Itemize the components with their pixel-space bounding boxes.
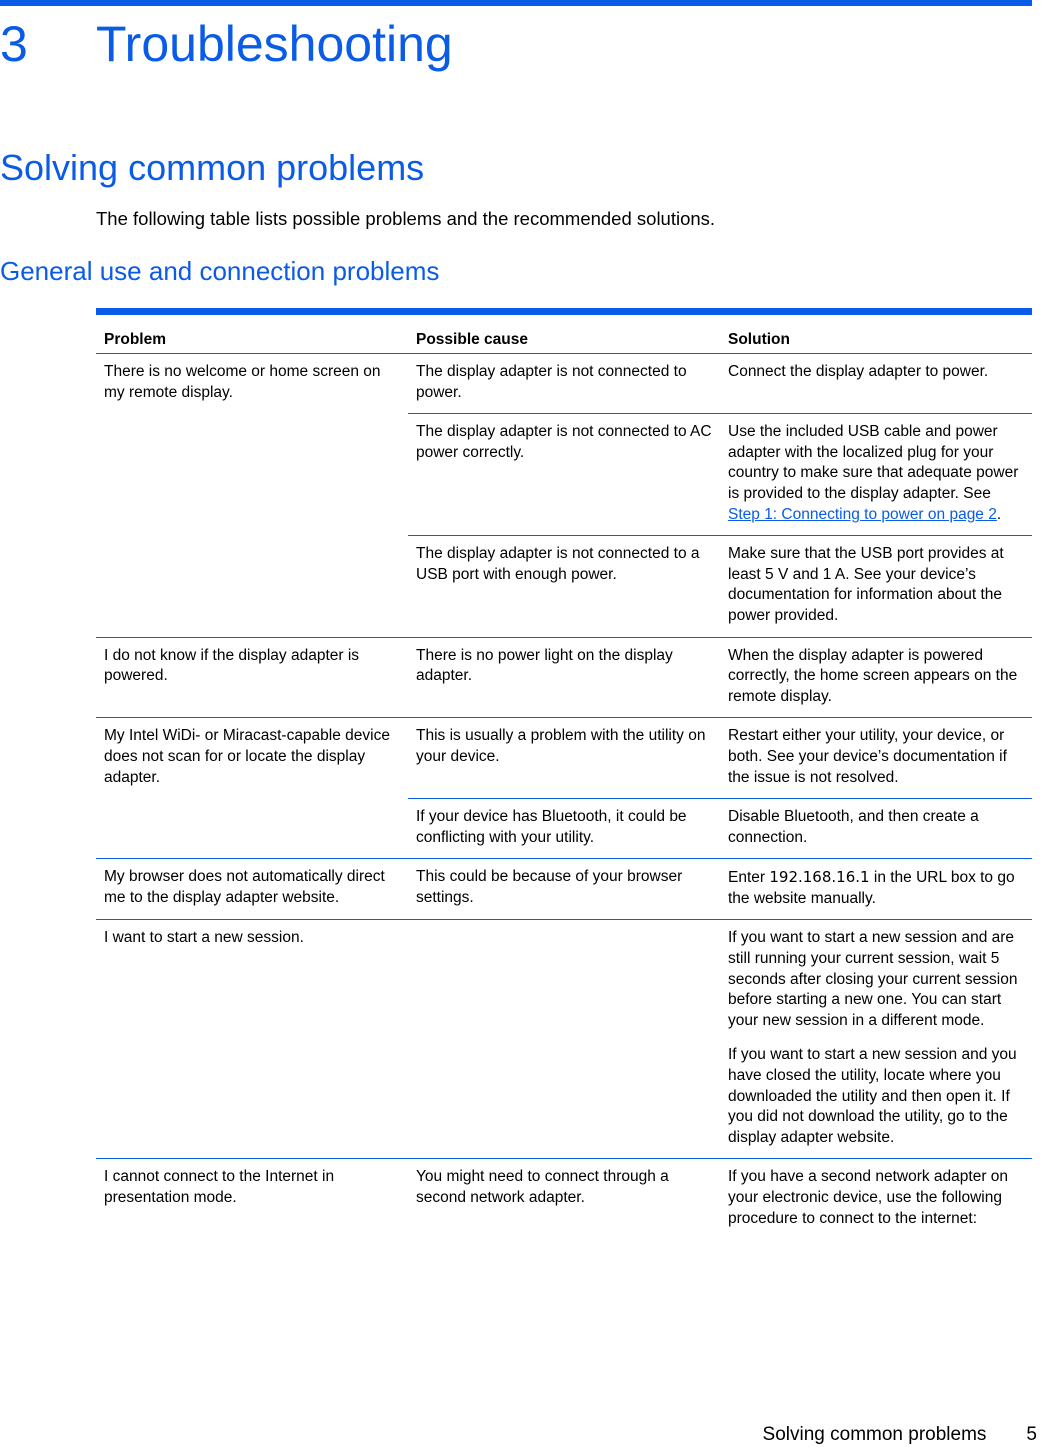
problem-cell: I do not know if the display adapter is powered. <box>104 646 360 685</box>
solution-cell <box>720 920 1032 1158</box>
solution-paragraph: If you want to start a new session and are still running your current session, wait 5 seconds after closing your current session before starting a new one. You can start your new session in a different mode. <box>728 929 1018 1029</box>
page-footer <box>763 1423 1037 1447</box>
ip-address: 192.168.16.1 <box>769 868 870 887</box>
cause-cell: The display adapter is not connected to a USB port with enough power. <box>416 545 700 583</box>
problem-cell: I want to start a new session. <box>104 929 304 947</box>
problem-cell: There is no welcome or home screen on my remote display. <box>104 363 381 401</box>
subsection-title: General use and connection problems <box>0 256 440 286</box>
top-rule <box>0 0 1032 6</box>
solution-cell: When the display adapter is powered correctly, the home screen appears on the remote display. <box>728 646 1018 705</box>
header-problem: Problem <box>104 331 167 348</box>
table-row <box>96 718 1032 859</box>
section-title: Solving common problems <box>0 147 425 188</box>
cause-cell: You might need to connect through a second network adapter. <box>416 1168 669 1206</box>
cause-cell: If your device has Bluetooth, it could be conflicting with your utility. <box>416 808 687 846</box>
solution-cell: Disable Bluetooth, and then create a connection. <box>728 808 979 846</box>
problems-table <box>96 308 1032 1239</box>
solution-cell: Connect the display adapter to power. <box>728 363 989 380</box>
table-row <box>96 638 1032 719</box>
solution-text-end: in the URL box to go the website manually. <box>728 869 1015 907</box>
cause-cell: The display adapter is not connected to power. <box>416 363 687 401</box>
table-row <box>96 1159 1032 1239</box>
solution-paragraph: If you want to start a new session and you have closed the utility, locate where you downloaded the utility and then open it. If you did not download the utility, go to the display adapter website. <box>728 1046 1017 1146</box>
footer-section-title: Solving common problems <box>762 1424 987 1445</box>
chapter-title: Troubleshooting <box>96 16 453 72</box>
solution-cell <box>720 414 1032 535</box>
solution-cell: If you have a second network adapter on your electronic device, use the following procedure to connect to the internet: <box>728 1168 1009 1227</box>
intro-text: The following table lists possible problems and the recommended solutions. <box>96 208 716 229</box>
cause-cell <box>408 920 720 1158</box>
solution-text-end: . <box>996 505 1002 523</box>
problem-cell: My Intel WiDi- or Miracast-capable device does not scan for or locate the display adapter. <box>104 727 390 786</box>
chapter-number: 3 <box>0 16 28 72</box>
table-row <box>96 354 1032 638</box>
page-number: 5 <box>1026 1424 1037 1445</box>
step1-page-link[interactable]: Step 1: Connecting to power on page 2 <box>728 505 997 523</box>
table-row <box>96 859 1032 920</box>
header-possible-cause: Possible cause <box>416 331 529 348</box>
solution-cell: Make sure that the USB port provides at least 5 V and 1 A. See your device’s documentation for information about the power provided. <box>728 545 1004 624</box>
table-row <box>96 920 1032 1159</box>
solution-cell: Restart either your utility, your device, or both. See your device’s documentation if the issue is not resolved. <box>728 727 1007 786</box>
solution-cell <box>720 859 1032 919</box>
cause-cell: This is usually a problem with the utility on your device. <box>416 727 706 765</box>
solution-text: Use the included USB cable and power adapter with the localized plug for your country to make sure that adequate power is provided to the display adapter. See <box>728 423 1019 502</box>
cause-cell: This could be because of your browser settings. <box>416 868 683 906</box>
cause-cell: The display adapter is not connected to AC power correctly. <box>416 423 712 461</box>
header-solution: Solution <box>728 331 790 348</box>
table-header <box>96 315 1032 354</box>
problem-cell: My browser does not automatically direct me to the display adapter website. <box>104 868 385 906</box>
cause-cell: There is no power light on the display adapter. <box>416 646 673 685</box>
solution-text: Enter <box>728 869 770 887</box>
problem-cell: I cannot connect to the Internet in presentation mode. <box>104 1168 335 1206</box>
